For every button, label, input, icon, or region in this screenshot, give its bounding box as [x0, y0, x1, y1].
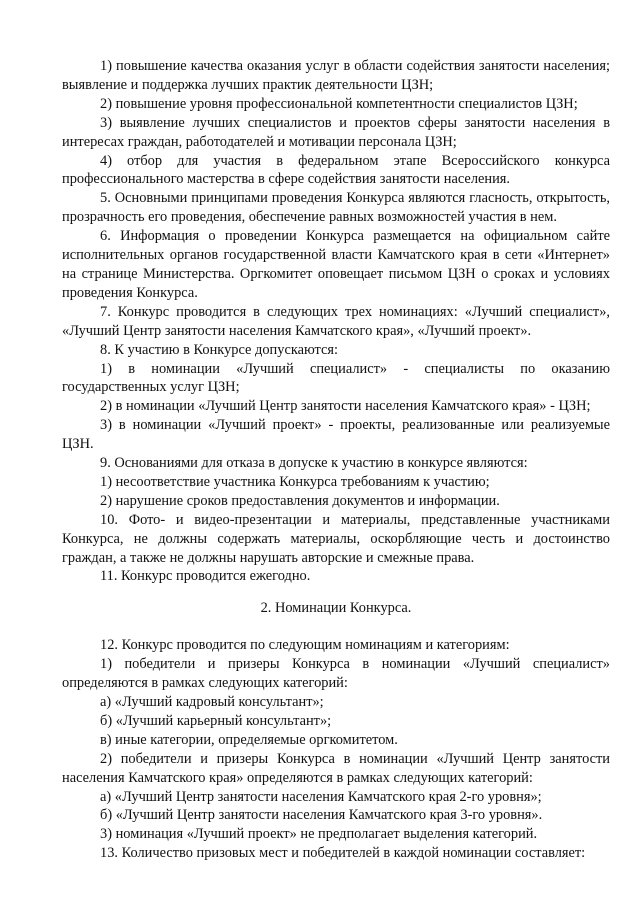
paragraph: 2) нарушение сроков предоставления документов и информации.	[100, 492, 500, 509]
section-1-body	[62, 57, 610, 586]
paragraph: 3) в номинации «Лучший проект» - проекты, реализованные или реализуемые ЦЗН.	[62, 417, 610, 453]
spacer	[62, 618, 610, 636]
paragraph: 9. Основаниями для отказа в допуске к участию в конкурсе являются:	[100, 455, 528, 472]
paragraph: 10. Фото- и видео-презентации и материалы, представленные участниками Конкурса, не должны содержать материалы, оскорбляющие честь и достоинство граждан, а также не должны нарушать авторские и смежные права.	[62, 511, 610, 566]
paragraph: 1) в номинации «Лучший специалист» - специалисты по оказанию государственных услуг ЦЗН;	[62, 360, 610, 396]
paragraph: 8. К участию в Конкурсе допускаются:	[100, 341, 339, 358]
paragraph: 11. Конкурс проводится ежегодно.	[100, 568, 311, 585]
paragraph: 3) номинация «Лучший проект» не предполагает выделения категорий.	[100, 826, 538, 843]
paragraph: 6. Информация о проведении Конкурса размещается на официальном сайте исполнительных органов государственной власти Камчатского края в сети «Интернет» на странице Министерства. Оргкомитет оповещает письмом ЦЗН о сроках и условиях проведения Конкурса.	[62, 228, 610, 301]
paragraph: 1) повышение качества оказания услуг в области содействия занятости населения; выявление и поддержка лучших практик деятельности ЦЗН;	[62, 58, 610, 93]
paragraph: 2) победители и призеры Конкурса в номинации «Лучший Центр занятости населения Камчатского края» определяются в рамках следующих категорий:	[62, 750, 610, 786]
paragraph: а) «Лучший Центр занятости населения Камчатского края 2-го уровня»;	[100, 788, 542, 805]
paragraph: 13. Количество призовых мест и победителей в каждой номинации составляет:	[100, 845, 586, 862]
paragraph: 3) выявление лучших специалистов и проектов сферы занятости населения в интересах граждан, работодателей и мотивации персонала ЦЗН;	[62, 114, 610, 150]
paragraph: 1) победители и призеры Конкурса в номинации «Лучший специалист» определяются в рамках следующих категорий:	[62, 656, 610, 692]
paragraph: б) «Лучший карьерный консультант»;	[100, 712, 332, 729]
paragraph: 2) в номинации «Лучший Центр занятости населения Камчатского края» - ЦЗН;	[100, 398, 591, 415]
paragraph: 5. Основными принципами проведения Конкурса являются гласность, открытость, прозрачность его проведения, обеспечение равных возможностей участия в нем.	[62, 190, 610, 226]
paragraph: 7. Конкурс проводится в следующих трех номинациях: «Лучший специалист», «Лучший Центр занятости населения Камчатского края», «Лучший проект».	[62, 303, 610, 339]
section-heading: 2. Номинации Конкурса.	[260, 600, 412, 617]
document-page	[62, 57, 610, 863]
spacer	[62, 586, 610, 599]
paragraph: 12. Конкурс проводится по следующим номинациям и категориям:	[100, 637, 510, 654]
paragraph: 4) отбор для участия в федеральном этапе Всероссийского конкурса профессионального мастерства в сфере содействия занятости населения.	[62, 152, 610, 188]
section-2-body	[62, 636, 610, 863]
paragraph: а) «Лучший кадровый консультант»;	[100, 694, 324, 710]
paragraph: в) иные категории, определяемые оргкомитетом.	[100, 731, 398, 748]
paragraph: б) «Лучший Центр занятости населения Камчатского края 3-го уровня».	[100, 807, 543, 824]
paragraph: 2) повышение уровня профессиональной компетентности специалистов ЦЗН;	[100, 95, 578, 112]
paragraph: 1) несоответствие участника Конкурса требованиям к участию;	[100, 473, 490, 490]
